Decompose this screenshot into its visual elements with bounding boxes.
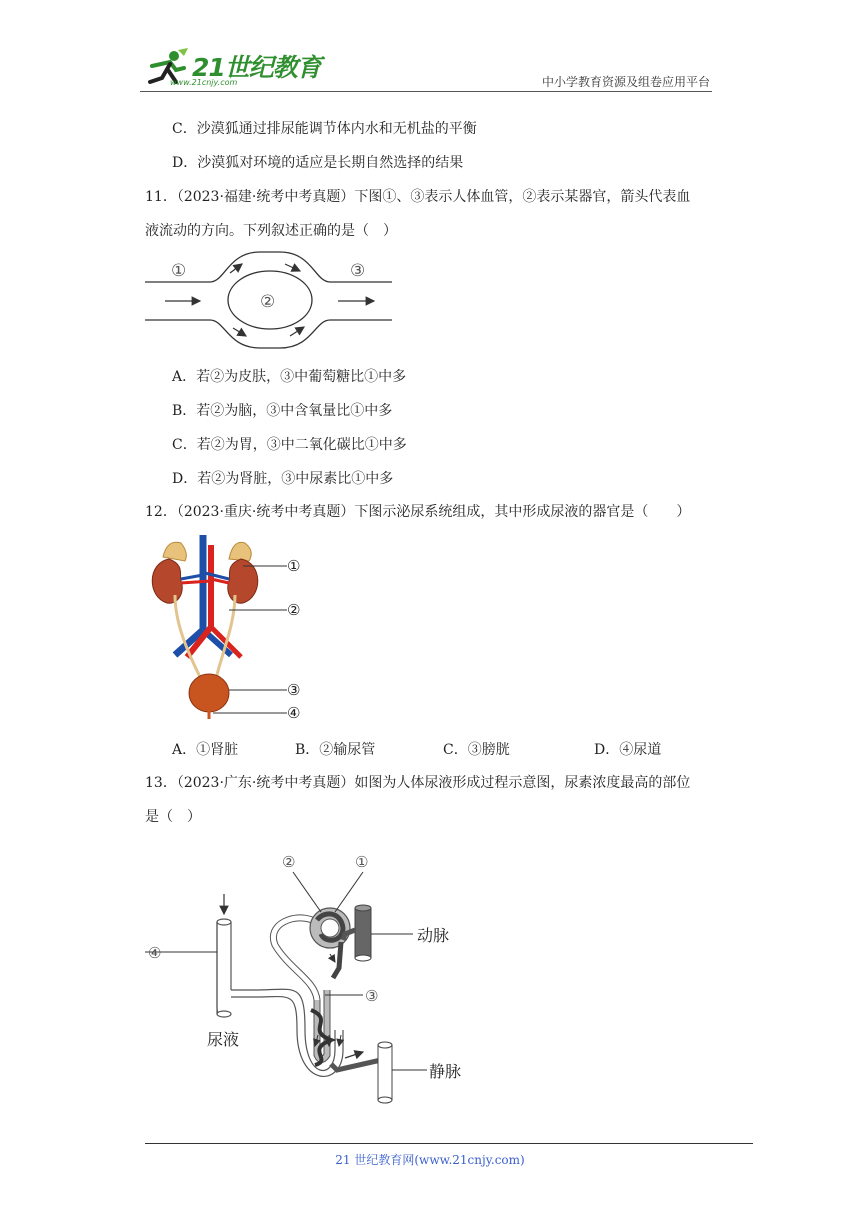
header-platform-name: 中小学教育资源及组卷应用平台 xyxy=(541,75,710,89)
q12-stem: 12．（2023·重庆·统考中考真题）下图示泌尿系统组成，其中形成尿液的器官是（ ） xyxy=(145,504,691,520)
q11-option-c: C．若②为胃，③中二氧化碳比①中多 xyxy=(172,437,407,453)
q11-option-d: D．若②为肾脏，③中尿素比①中多 xyxy=(172,471,394,487)
q13-label-2: ② xyxy=(282,853,296,871)
q10-option-c: C．沙漠狐通过排尿能调节体内水和无机盐的平衡 xyxy=(172,121,477,137)
q12-urinary-system-diagram xyxy=(145,535,315,723)
q13-stem-line2: 是（ ） xyxy=(145,809,201,825)
q11-label-2: ② xyxy=(260,292,276,312)
q11-stem-line1: 11．（2023·福建·统考中考真题）下图①、③表示人体血管，②表示某器官，箭头代表血 xyxy=(145,189,691,205)
q12-option-b: B．②输尿管 xyxy=(295,742,376,758)
footer-text: 21 世纪教育网(www.21cnjy.com) xyxy=(335,1153,525,1167)
q12-label-3: ③ xyxy=(287,681,301,699)
q13-label-urine: 尿液 xyxy=(207,1030,240,1049)
q11-label-3: ③ xyxy=(350,261,366,281)
q13-label-1: ① xyxy=(355,853,369,871)
q13-stem-line1: 13．（2023·广东·统考中考真题）如图为人体尿液形成过程示意图，尿素浓度最高的部位 xyxy=(145,775,691,791)
q11-stem-line2: 液流动的方向。下列叙述正确的是（ ） xyxy=(145,223,397,239)
q13-label-artery: 动脉 xyxy=(417,926,450,945)
q12-option-c: C．③膀胱 xyxy=(443,742,510,758)
q13-nephron-diagram xyxy=(145,850,475,1110)
q11-option-b: B．若②为脑，③中含氧量比①中多 xyxy=(172,403,393,419)
footer-divider xyxy=(145,1143,753,1144)
q12-label-4: ④ xyxy=(287,704,301,722)
q12-option-d: D．④尿道 xyxy=(594,742,662,758)
page-header xyxy=(140,40,712,92)
q12-option-a: A．①肾脏 xyxy=(172,742,239,758)
q11-blood-flow-diagram xyxy=(140,250,400,352)
q12-label-2: ② xyxy=(287,601,301,619)
q11-option-a: A．若②为皮肤，③中葡萄糖比①中多 xyxy=(172,369,407,385)
logo-url: www.21cnjy.com xyxy=(170,78,238,87)
q11-label-1: ① xyxy=(171,261,187,281)
q13-label-vein: 静脉 xyxy=(429,1062,462,1081)
q10-option-d: D．沙漠狐对环境的适应是长期自然选择的结果 xyxy=(172,155,464,171)
q13-label-4: ④ xyxy=(148,944,162,962)
logo-text: 21世纪教育 xyxy=(192,53,321,82)
q12-label-1: ① xyxy=(287,557,301,575)
header-divider xyxy=(140,91,712,92)
q13-label-3: ③ xyxy=(365,987,379,1005)
